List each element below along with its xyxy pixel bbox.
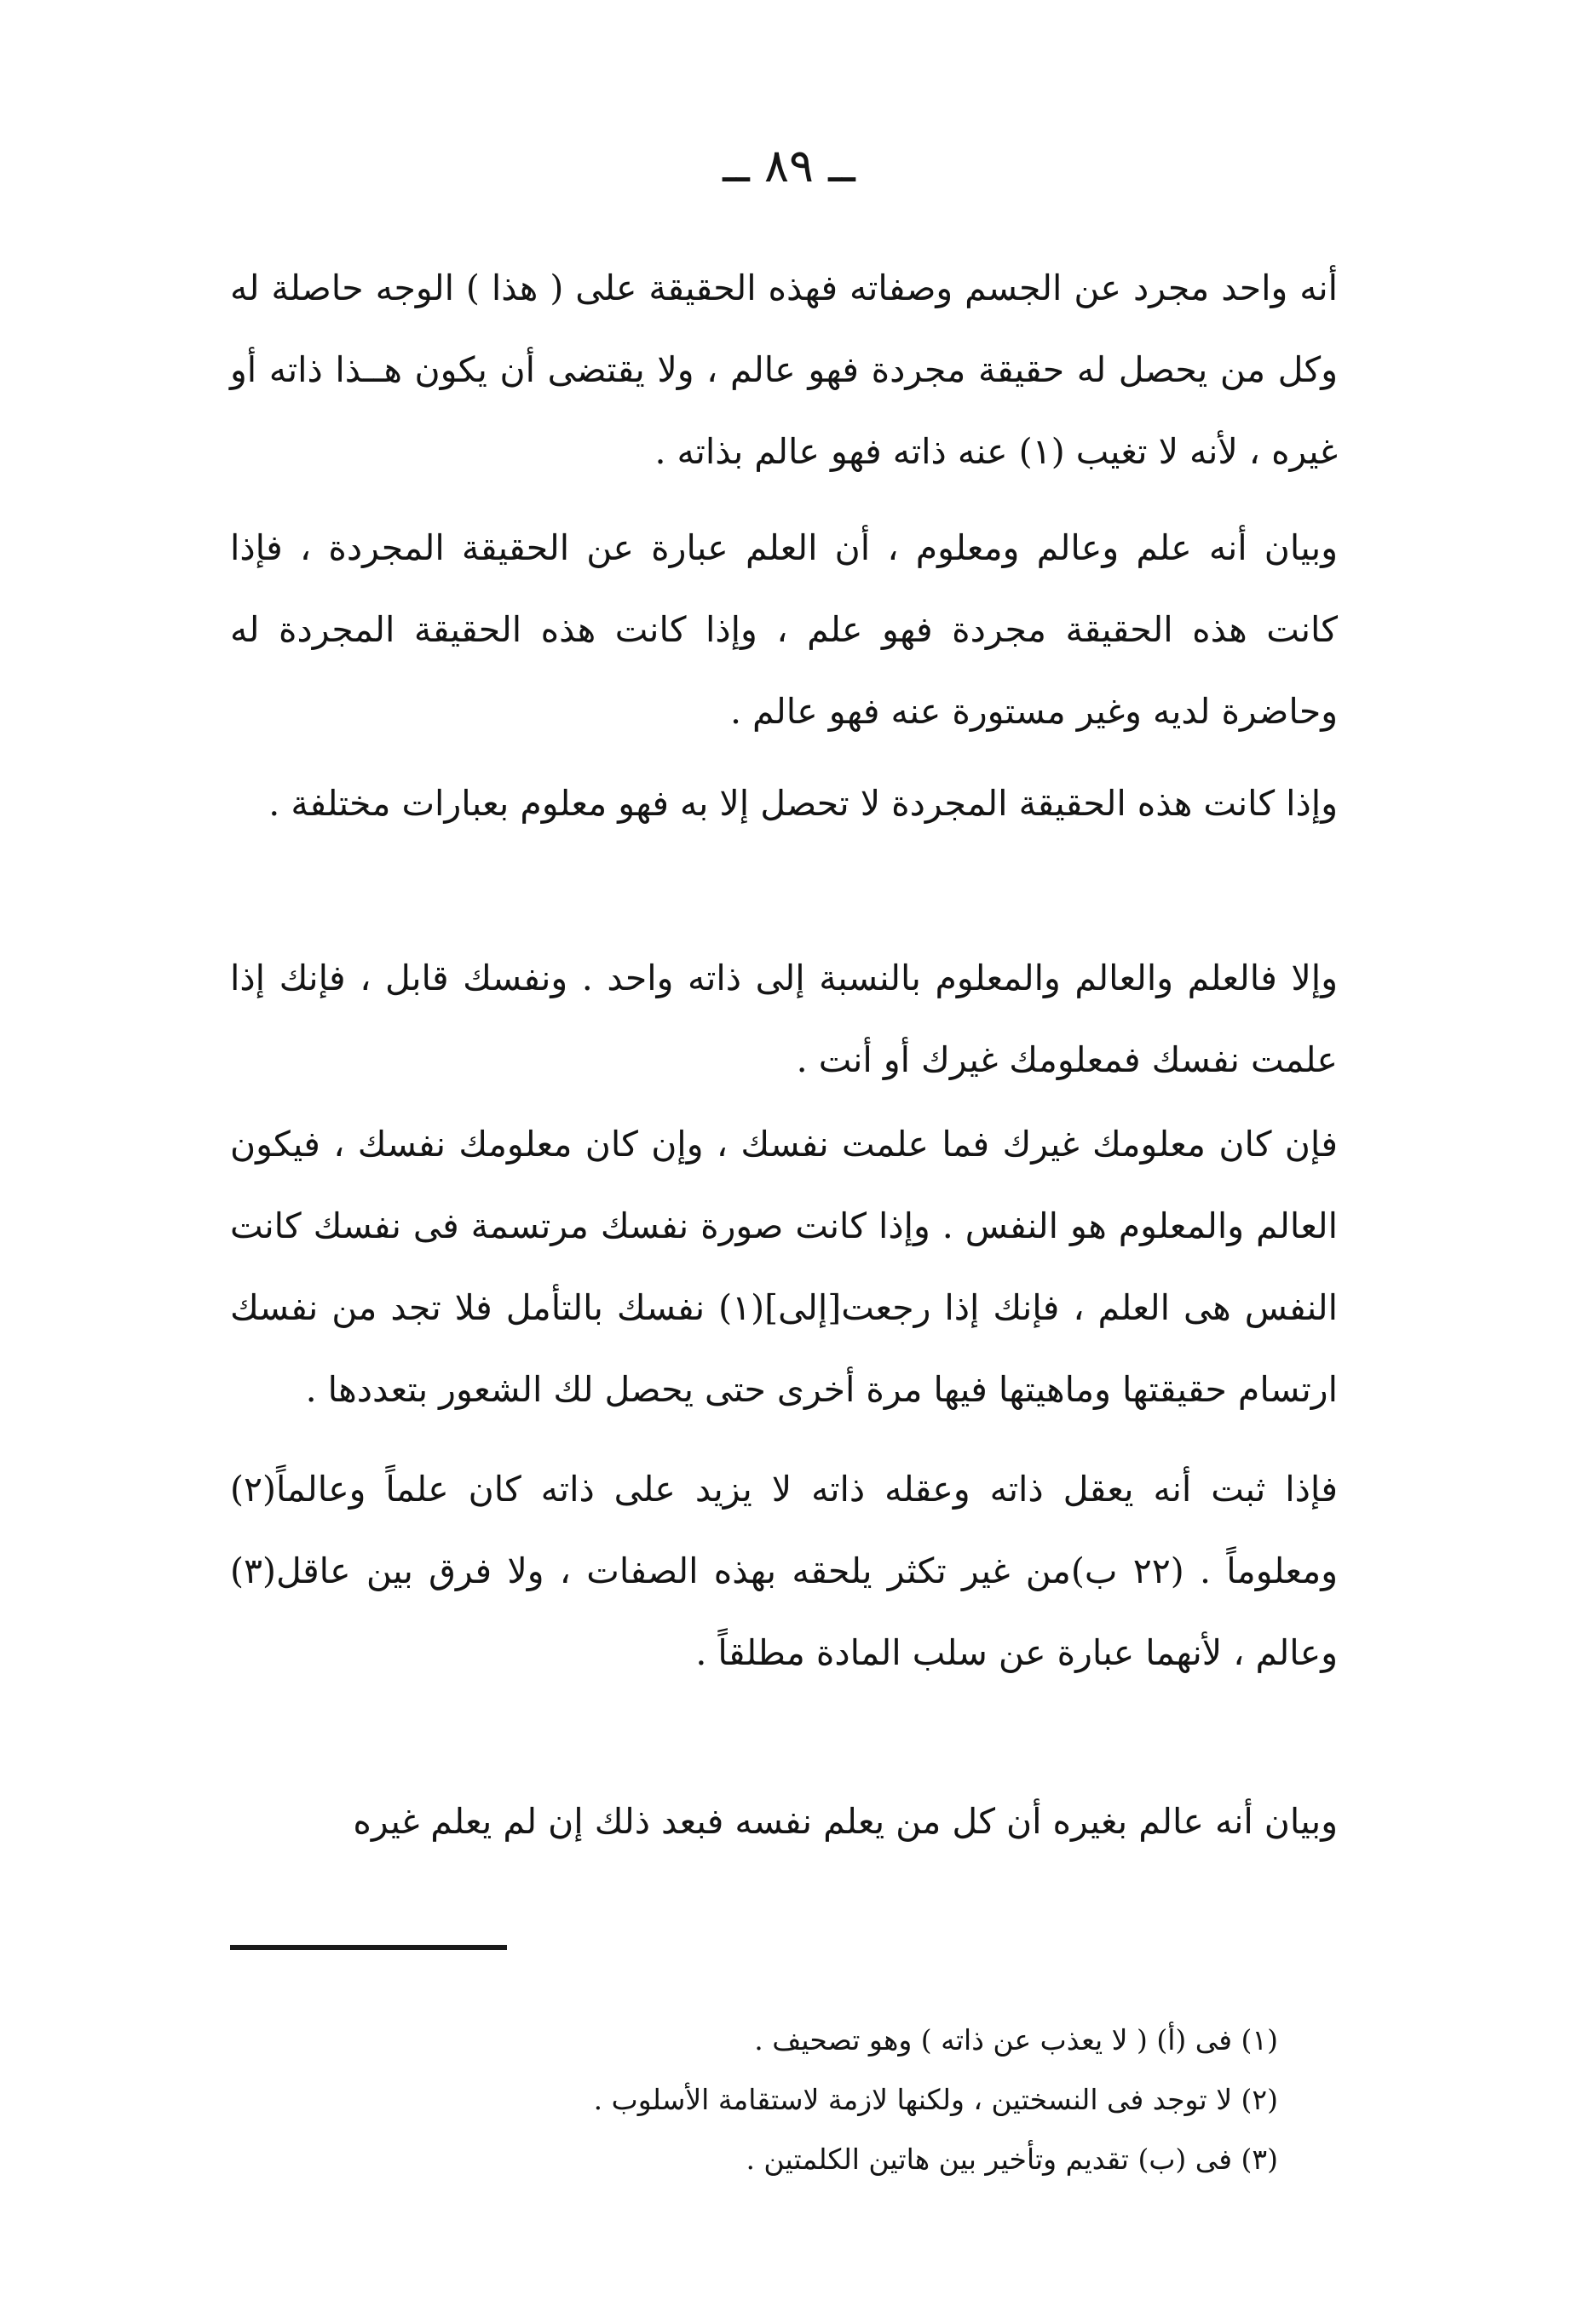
page-number: ــ ٨٩ ــ xyxy=(723,139,855,193)
paragraph-1 xyxy=(230,247,1338,492)
footnote-1: (١) فى (أ) ( لا يعذب عن ذاته ) وهو تصحيف . xyxy=(754,2023,1278,2057)
paragraph-text: وإلا فالعلم والعالم والمعلوم بالنسبة إلى ذاته واحد . ونفسك قابل ، فإنك إذا علمت نفسك فمعلومك غيرك أو أنت . xyxy=(230,958,1338,1080)
paragraph-3 xyxy=(230,762,1338,844)
paragraph-text: أنه واحد مجرد عن الجسم وصفاته فهذه الحقيقة على ( هذا ) الوجه حاصلة له وكل من يحصل له حقيقة مجردة فهو عالم ، ولا يقتضى أن يكون هــذا ذاته أو غيره ، لأنه لا تغيب (١) عنه ذاته فهو عالم بذاته . xyxy=(230,267,1338,472)
paragraph-7 xyxy=(230,1780,1338,1862)
paragraph-text: وبيان أنه عالم بغيره أن كل من يعلم نفسه فبعد ذلك إن لم يعلم غيره xyxy=(353,1801,1338,1842)
paragraph-text: وإذا كانت هذه الحقيقة المجردة لا تحصل إلا به فهو معلوم بعبارات مختلفة . xyxy=(268,783,1338,824)
paragraph-text: وبيان أنه علم وعالم ومعلوم ، أن العلم عبارة عن الحقيقة المجردة ، فإذا كانت هذه الحقيقة مجردة فهو علم ، وإذا كانت هذه الحقيقة المجردة له وحاضرة لديه وغير مستورة عنه فهو عالم . xyxy=(230,527,1338,732)
paragraph-6 xyxy=(230,1448,1338,1694)
footnote-3: (٣) فى (ب) تقديم وتأخير بين هاتين الكلمتين . xyxy=(746,2143,1278,2176)
paragraph-4 xyxy=(230,937,1338,1101)
paragraph-2 xyxy=(230,507,1338,752)
footnotes xyxy=(230,2010,1278,2189)
footnote-separator xyxy=(230,1945,507,1950)
footnote-2: (٢) لا توجد فى النسختين ، ولكنها لازمة لاستقامة الأسلوب . xyxy=(593,2083,1278,2116)
paragraph-text: فإن كان معلومك غيرك فما علمت نفسك ، وإن كان معلومك نفسك ، فيكون العالم والمعلوم هو النفس . وإذا كانت صورة نفسك مرتسمة فى نفسك كانت النفس هى العلم ، فإنك إذا رجعت[إلى](١) نفسك بالتأمل فلا تجد من نفسك ارتسام حقيقتها وماهيتها فيها مرة أخرى حتى يحصل لك الشعور بتعددها . xyxy=(230,1124,1338,1410)
paragraph-text: فإذا ثبت أنه يعقل ذاته وعقله ذاته لا يزيد على ذاته كان علماً وعالماً(٢) ومعلوماً . (٢٢ ب)من غير تكثر يلحقه بهذه الصفات ، ولا فرق بين عاقل(٣) وعالم ، لأنهما عبارة عن سلب المادة مطلقاً . xyxy=(230,1469,1339,1673)
paragraph-5 xyxy=(230,1103,1338,1430)
